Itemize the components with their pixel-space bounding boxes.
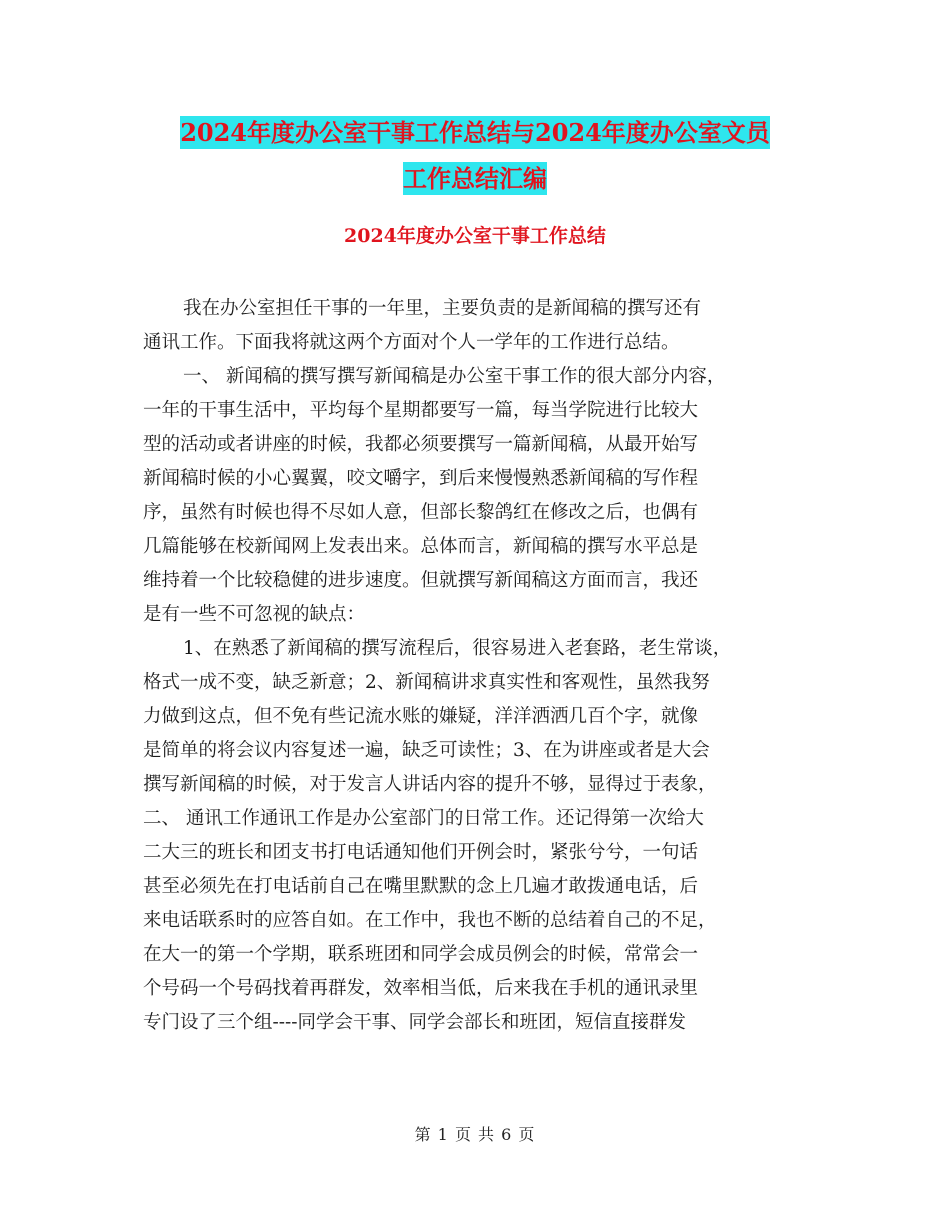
body-line: 在大一的第一个学期，联系班团和同学会成员例会的时候，常常会一 bbox=[143, 944, 699, 965]
main-title bbox=[0, 110, 950, 202]
body-line: 序，虽然有时候也得不尽如人意，但部长黎鸽红在修改之后，也偶有 bbox=[143, 502, 699, 523]
body-line: 来电话联系时的应答自如。在工作中，我也不断的总结着自己的不足， bbox=[143, 910, 717, 931]
body-line: 是简单的将会议内容复述一遍，缺乏可读性；3、在为讲座或者是大会 bbox=[143, 740, 710, 761]
main-title-line-1 bbox=[0, 110, 950, 156]
body-line: 是有一些不可忽视的缺点： bbox=[143, 604, 366, 625]
body-line: 专门设了三个组----同学会干事、同学会部长和班团，短信直接群发 bbox=[143, 1012, 687, 1033]
body-line: 维持着一个比较稳健的进步速度。但就撰写新闻稿这方面而言，我还 bbox=[143, 570, 699, 591]
page-footer: 第 1 页 共 6 页 bbox=[414, 1125, 536, 1144]
body-line: 一年的干事生活中，平均每个星期都要写一篇，每当学院进行比较大 bbox=[143, 400, 699, 421]
body-line: 一、 新闻稿的撰写撰写新闻稿是办公室干事工作的很大部分内容， bbox=[183, 366, 726, 387]
body-line: 甚至必须先在打电话前自己在嘴里默默的念上几遍才敢拨通电话，后 bbox=[143, 876, 699, 897]
body-line: 格式一成不变，缺乏新意；2、新闻稿讲求真实性和客观性，虽然我努 bbox=[143, 672, 710, 693]
body-line: 二、 通讯工作通讯工作是办公室部门的日常工作。还记得第一次给大 bbox=[143, 808, 704, 829]
section-title: 2024年度办公室干事工作总结 bbox=[344, 225, 606, 247]
body-line: 二大三的班长和团支书打电话通知他们开例会时，紧张兮兮，一句话 bbox=[143, 842, 699, 863]
body-line: 力做到这点，但不免有些记流水账的嫌疑，洋洋洒洒几百个字，就像 bbox=[143, 706, 699, 727]
body-line: 1、在熟悉了新闻稿的撰写流程后，很容易进入老套路，老生常谈， bbox=[183, 638, 732, 659]
main-title-line-2-text: 工作总结汇编 bbox=[403, 164, 547, 193]
body-line: 个号码一个号码找着再群发，效率相当低，后来我在手机的通讯录里 bbox=[143, 978, 699, 999]
body-line: 几篇能够在校新闻网上发表出来。总体而言，新闻稿的撰写水平总是 bbox=[143, 536, 699, 557]
body-line: 通讯工作。下面我将就这两个方面对个人一学年的工作进行总结。 bbox=[143, 332, 680, 353]
main-title-line-1-text: 2024年度办公室干事工作总结与2024年度办公室文员 bbox=[180, 118, 770, 147]
body-line: 我在办公室担任干事的一年里，主要负责的是新闻稿的撰写还有 bbox=[183, 298, 702, 319]
body-line: 新闻稿时候的小心翼翼，咬文嚼字，到后来慢慢熟悉新闻稿的写作程 bbox=[143, 468, 699, 489]
body-text bbox=[143, 292, 833, 1040]
body-line: 型的活动或者讲座的时候，我都必须要撰写一篇新闻稿，从最开始写 bbox=[143, 434, 699, 455]
body-line: 撰写新闻稿的时候，对于发言人讲话内容的提升不够，显得过于表象， bbox=[143, 774, 717, 795]
main-title-line-2 bbox=[0, 156, 950, 202]
